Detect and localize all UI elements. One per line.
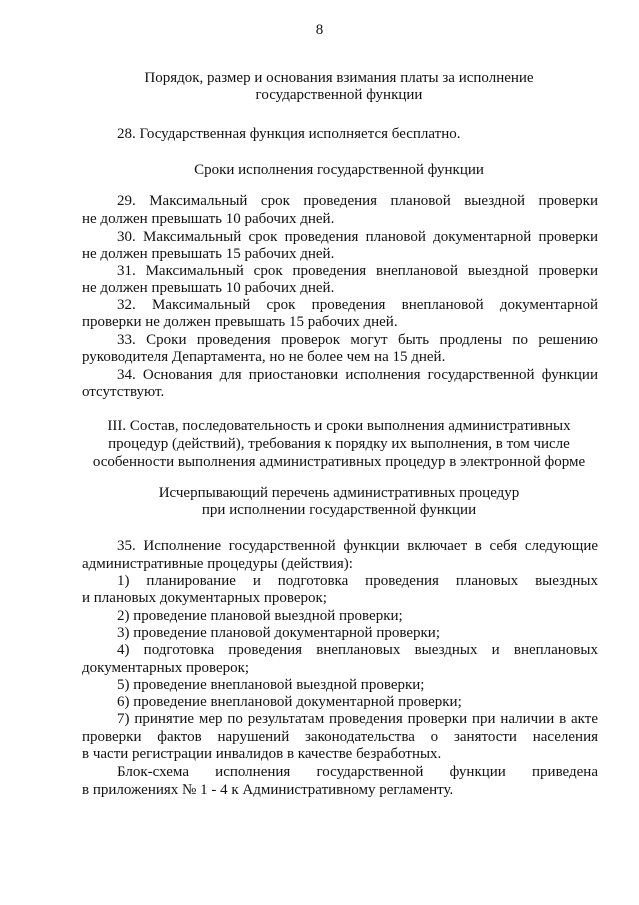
list-item-7-line-1: 7) принятие мер по результатам проведения проверки при наличии в акте: [117, 711, 598, 727]
paragraph-29-line-1: 29. Максимальный срок проведения плановой выездной проверки: [117, 193, 598, 209]
paragraph-35-line-2: административные процедуры (действия):: [82, 556, 353, 572]
list-item-7-line-3: в части регистрации инвалидов в качестве безработных.: [82, 746, 442, 762]
section-heading-payment-line-2: государственной функции: [255, 87, 423, 103]
chapter-heading-line-2: процедур (действий), требования к порядку их выполнения, в том числе: [108, 436, 570, 452]
list-item-5: 5) проведение внеплановой выездной проверки;: [117, 677, 425, 693]
paragraph-33-line-2: руководителя Департамента, но не более чем на 15 дней.: [82, 349, 446, 365]
subheading-line-2: при исполнении государственной функции: [201, 502, 477, 518]
list-item-4-line-1: 4) подготовка проведения внеплановых выездных и внеплановых: [117, 642, 598, 658]
paragraph-32-line-2: проверки не должен превышать 15 рабочих дней.: [82, 314, 398, 330]
list-item-3: 3) проведение плановой документарной проверки;: [117, 625, 440, 641]
paragraph-30-line-1: 30. Максимальный срок проведения плановой документарной проверки: [117, 229, 598, 245]
chapter-heading-line-1: III. Состав, последовательность и сроки выполнения административных: [107, 418, 571, 434]
page-number: 8: [315, 22, 324, 38]
section-heading-terms: Сроки исполнения государственной функции: [194, 162, 484, 178]
list-item-7-line-2: проверки фактов нарушений законодательства о занятости населения: [82, 729, 598, 745]
list-item-2: 2) проведение плановой выездной проверки;: [117, 608, 403, 624]
list-item-1-line-2: и плановых документарных проверок;: [82, 590, 327, 606]
block-scheme-line-1: Блок-схема исполнения государственной функции приведена: [117, 764, 598, 780]
paragraph-31-line-1: 31. Максимальный срок проведения внеплановой выездной проверки: [117, 263, 598, 279]
list-item-6: 6) проведение внеплановой документарной проверки;: [117, 694, 462, 710]
paragraph-28: 28. Государственная функция исполняется бесплатно.: [117, 126, 461, 142]
block-scheme-line-2: в приложениях № 1 - 4 к Административному регламенту.: [82, 782, 454, 798]
paragraph-31-line-2: не должен превышать 10 рабочих дней.: [82, 280, 335, 296]
subheading-line-1: Исчерпывающий перечень административных процедур: [158, 485, 520, 501]
paragraph-29-line-2: не должен превышать 10 рабочих дней.: [82, 211, 335, 227]
paragraph-33-line-1: 33. Сроки проведения проверок могут быть продлены по решению: [117, 332, 598, 348]
chapter-heading-line-3: особенности выполнения административных процедур в электронной форме: [92, 454, 586, 470]
list-item-1-line-1: 1) планирование и подготовка проведения плановых выездных: [117, 573, 598, 589]
section-heading-payment-line-1: Порядок, размер и основания взимания платы за исполнение: [144, 70, 534, 86]
paragraph-35-line-1: 35. Исполнение государственной функции включает в себя следующие: [117, 538, 598, 554]
paragraph-34-line-1: 34. Основания для приостановки исполнения государственной функции: [117, 367, 598, 383]
paragraph-34-line-2: отсутствуют.: [82, 384, 165, 400]
paragraph-32-line-1: 32. Максимальный срок проведения внеплановой документарной: [117, 297, 598, 313]
paragraph-30-line-2: не должен превышать 15 рабочих дней.: [82, 246, 335, 262]
list-item-4-line-2: документарных проверок;: [82, 660, 250, 676]
